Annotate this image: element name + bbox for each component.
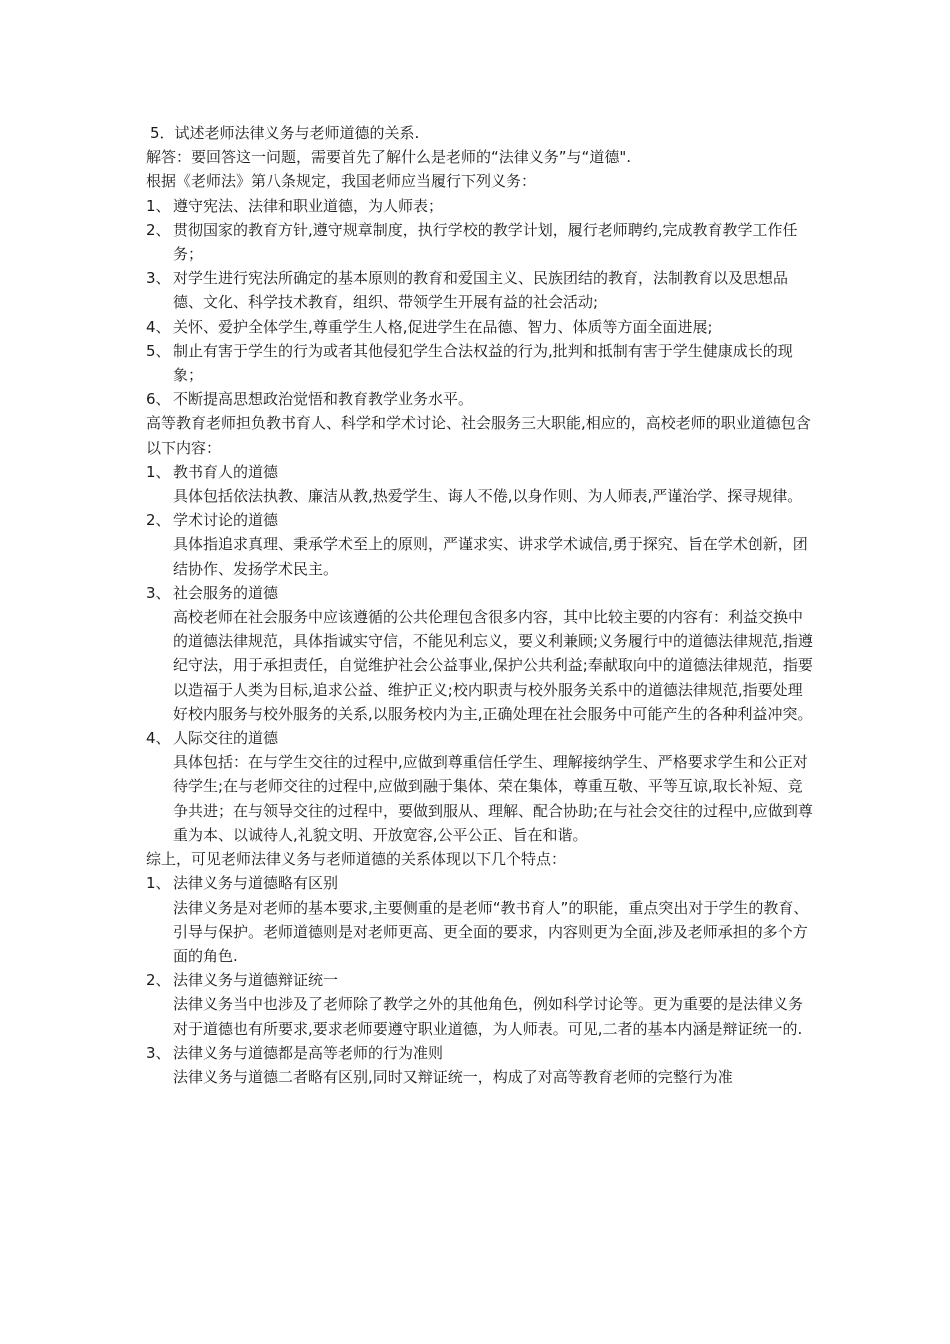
- item-number: 4、: [146, 317, 171, 336]
- item-number: 1、: [146, 196, 171, 215]
- item-number: 1、: [146, 462, 171, 481]
- item-text: 不断提高思想政治觉悟和教育教学业务水平。: [173, 390, 474, 409]
- item-title: 学术讨论的道德: [173, 511, 279, 530]
- item-number: 3、: [146, 269, 171, 288]
- list-item: [146, 315, 814, 339]
- list-item: [146, 726, 814, 750]
- item-body: 具体包括依法执教、廉洁从教,热爱学生、诲人不倦,以身作则、为人师表,严谨治学、探寻规律。: [173, 487, 803, 506]
- item-text: 贯彻国家的教育方针,遵守规章制度，执行学校的教学计划，履行老师聘约,完成教育教学工作任务；: [173, 220, 798, 264]
- summary-intro: 综上，可见老师法律义务与老师道德的关系体现以下几个特点：: [146, 850, 567, 869]
- item-title: 社会服务的道德: [173, 583, 279, 602]
- item-body: 具体指追求真理、秉承学术至上的原则，严谨求实、讲求学术诚信,勇于探究、旨在学术创新，团结协作、发扬学术民主。: [173, 535, 808, 578]
- list-item: [146, 968, 814, 992]
- question-heading: 5．试述老师法律义务与老师道德的关系.: [150, 124, 420, 142]
- item-number: 4、: [146, 729, 171, 748]
- item-number: 1、: [146, 874, 171, 893]
- law-intro: 根据《老师法》第八条规定，我国老师应当履行下列义务：: [146, 172, 537, 191]
- item-title: 法律义务与道德都是高等老师的行为准则: [173, 1043, 444, 1062]
- item-text: 制止有害于学生的行为或者其他侵犯学生合法权益的行为,批判和抵制有害于学生健康成长的现象；: [173, 341, 793, 385]
- list-item: [146, 460, 814, 484]
- item-number: 2、: [146, 971, 171, 990]
- list-item: [146, 508, 814, 532]
- list-item: [146, 387, 814, 411]
- item-title: 法律义务与道德辩证统一: [173, 971, 339, 990]
- item-body: 法律义务是对老师的基本要求,主要侧重的是老师“教书育人”的职能，重点突出对于学生的教育、引导与保护。老师道德则是对老师更高、更全面的要求，内容则更为全面,涉及老师承担的多个方面的角色.: [173, 898, 809, 965]
- document-content: [146, 121, 814, 1089]
- item-text: 对学生进行宪法所确定的基本原则的教育和爱国主义、民族团结的教育，法制教育以及思想品德、文化、科学技术教育，组织、带领学生开展有益的社会活动;: [173, 269, 789, 312]
- item-title: 教书育人的道德: [173, 462, 279, 481]
- item-body: 法律义务与道德二者略有区别,同时又辩证统一，构成了对高等教育老师的完整行为准: [173, 1067, 733, 1086]
- item-title: 人际交往的道德: [173, 729, 279, 748]
- item-number: 5、: [146, 341, 171, 360]
- item-body: 高校老师在社会服务中应该遵循的公共伦理包含很多内容，其中比较主要的内容有：利益交换中的道德法律规范，具体指诚实守信，不能见利忘义，要义利兼顾;义务履行中的道德法律规范,指遵纪守法，用于承担责任，自觉维护社会公益事业,保护公共利益;奉献取向中的道德法律规范，指要以造福于人类为目标,追求公益、维护正义;校内职责与校外服务关系中的道德法律规范,指要处理好校内服务与校外服务的关系,以服务校内为主,正确处理在社会服务中可能产生的各种利益冲突。: [173, 608, 813, 723]
- list-item: [146, 266, 814, 314]
- list-item: [146, 871, 814, 895]
- summary-list: [146, 871, 814, 1089]
- list-item: [146, 1041, 814, 1065]
- answer-intro: 解答：要回答这一问题，需要首先了解什么是老师的“法律义务”与“道德".: [146, 148, 631, 167]
- duties-list: [146, 194, 814, 412]
- item-text: 关怀、爱护全体学生,尊重学生人格,促进学生在品德、智力、体质等方面全面进展;: [173, 317, 713, 336]
- item-number: 3、: [146, 1043, 171, 1062]
- item-number: 6、: [146, 390, 171, 409]
- item-number: 2、: [146, 220, 171, 239]
- item-number: 2、: [146, 511, 171, 530]
- list-item: [146, 218, 814, 266]
- list-item: [146, 581, 814, 605]
- item-body: 法律义务当中也涉及了老师除了教学之外的其他角色，例如科学讨论等。更为重要的是法律义务对于道德也有所要求,要求老师要遵守职业道德，为人师表。可见,二者的基本内涵是辩证统一的.: [173, 995, 804, 1038]
- item-number: 3、: [146, 583, 171, 602]
- list-item: [146, 194, 814, 218]
- ethics-list: [146, 460, 814, 847]
- ethics-intro: 高等教育老师担负教书育人、科学和学术讨论、社会服务三大职能,相应的，高校老师的职业道德包含以下内容：: [146, 414, 811, 457]
- item-text: 遵守宪法、法律和职业道德，为人师表；: [173, 196, 444, 215]
- item-title: 法律义务与道德略有区别: [173, 874, 339, 893]
- item-body: 具体包括：在与学生交往的过程中,应做到尊重信任学生、理解接纳学生、严格要求学生和公正对待学生;在与老师交往的过程中,应做到融于集体、荣在集体，尊重互敬、平等互谅,取长补短、竞争共进；在与领导交往的过程中，要做到服从、理解、配合协助;在与社会交往的过程中,应做到尊重为本、以诚待人,礼貌文明、开放宽容,公平公正、旨在和谐。: [173, 753, 813, 844]
- list-item: [146, 339, 814, 387]
